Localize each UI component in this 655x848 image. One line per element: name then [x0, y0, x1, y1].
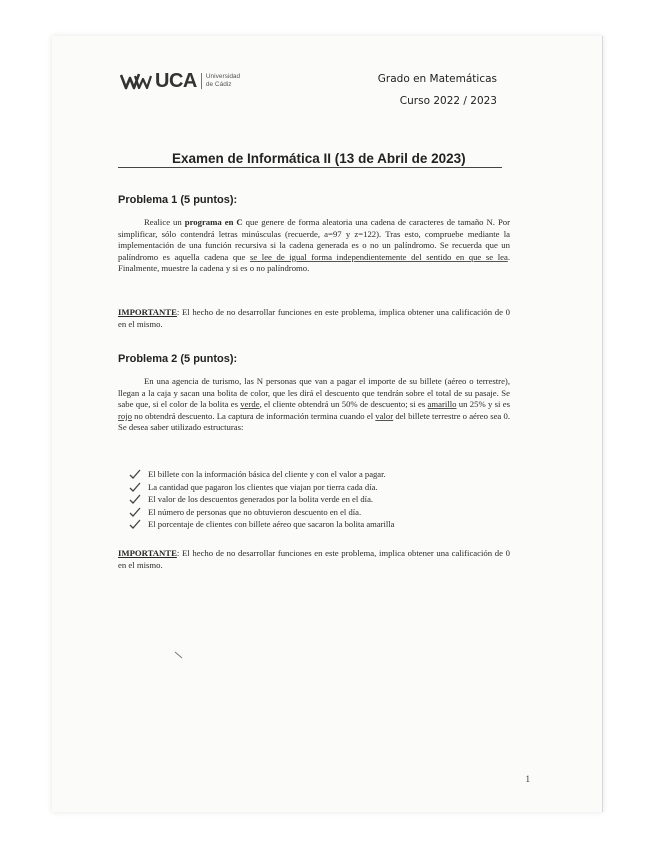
pen-check-icon: [128, 507, 142, 517]
list-item-text: El número de personas que no obtuvieron descuento en el día.: [148, 506, 362, 517]
course-info: [378, 68, 497, 112]
list-item: [128, 518, 394, 531]
title-divider: [118, 167, 502, 168]
p2-underline-verde: verde: [240, 399, 260, 409]
p2-text-3: un 25% y si es: [456, 399, 510, 409]
problem2-requirements-list: [128, 468, 394, 531]
logo-subtitle: [201, 73, 240, 89]
problem1-statement: [118, 217, 510, 275]
logo-text: UCA: [155, 70, 197, 92]
pen-check-icon: [128, 469, 142, 479]
list-item-text: El porcentaje de clientes con billete aéreo que sacaron la bolita amarilla: [148, 519, 395, 529]
exam-page: [52, 36, 603, 812]
p2-text-5: del billete terrestre o aéreo sea 0. Se desea saber utilizado estructuras:: [118, 410, 510, 432]
pen-check-icon: [128, 482, 142, 492]
list-item: [128, 468, 394, 481]
p2-text-2: , el cliente obtendrá un 50% de descuento; si es: [259, 399, 428, 409]
p1-text-underlined: se lee de igual forma independientemente del sentido en que se lea: [249, 251, 508, 262]
list-item: [128, 506, 394, 519]
p1-text-b: que genere de forma aleatoria una cadena de caracteres de tamaño N. Por simplificar, sólo contendrá letras minúsculas (recuerde, a=97 y z=122). Tras esto, compruebe mediante la implementación de una función recursiva si la cadena generada es o no un palíndromo. Se recuerda que un palíndromo es aquella cadena que: [118, 217, 511, 262]
exam-title: Examen de Informática II (13 de Abril de 2023): [172, 151, 466, 166]
p1-text-a: Realice un: [144, 217, 185, 227]
degree-name: Grado en Matemáticas: [377, 73, 497, 85]
list-item: [128, 493, 394, 506]
p2-underline-valor: valor: [375, 410, 394, 421]
logo-subtitle-line2: de Cádiz: [205, 81, 232, 88]
problem2-statement: [118, 376, 510, 434]
problem1-important: [118, 307, 510, 330]
p2-underline-rojo: rojo: [118, 410, 132, 421]
p2-important-text: : El hecho de no desarrollar funciones en este problema, implica obtener una calificación de 0 en el mismo.: [118, 548, 510, 570]
page-number: 1: [525, 774, 530, 784]
p1-important-text: : El hecho de no desarrollar funciones en este problema, implica obtener una calificación de 0 en el mismo.: [118, 307, 510, 329]
course-year: Curso 2022 / 2023: [399, 95, 497, 107]
problem2-important: [118, 548, 510, 571]
uca-wave-logo-icon: [120, 71, 152, 91]
p2-text-4: no obtendrá descuento. La captura de información termina cuando el: [132, 410, 376, 421]
p2-text-1: En una agencia de turismo, las N personas que van a pagar el importe de su billete (aéreo o terrestre), llegan a la caja y sacan una bolita de color, que les dirá el descuento que tendrán sobre el total de su pasaje. Se sabe que, si el color de la bolita es: [118, 376, 510, 409]
pen-check-icon: [128, 519, 142, 529]
uca-logo: [120, 71, 240, 91]
logo-subtitle-line1: Universidad: [205, 73, 241, 80]
p1-important-label: IMPORTANTE: [118, 307, 177, 317]
p1-text-c: . Finalmente, muestre la cadena y si es o no palíndromo.: [118, 251, 510, 273]
p2-important-label: IMPORTANTE: [118, 548, 177, 558]
list-item-text: La cantidad que pagaron los clientes que viajan por tierra cada día.: [148, 481, 378, 492]
problem1-heading: Problema 1 (5 puntos):: [118, 194, 238, 206]
list-item: [128, 481, 394, 494]
pen-stroke-mark-icon: [174, 651, 184, 659]
p1-text-bold: programa en C: [184, 217, 243, 227]
p2-underline-amarillo: amarillo: [427, 399, 457, 409]
list-item-text: El valor de los descuentos generados por la bolita verde en el día.: [148, 494, 374, 504]
pen-check-icon: [128, 494, 142, 504]
list-item-text: El billete con la información básica del cliente y con el valor a pagar.: [148, 469, 386, 479]
problem2-heading: Problema 2 (5 puntos):: [118, 353, 238, 365]
